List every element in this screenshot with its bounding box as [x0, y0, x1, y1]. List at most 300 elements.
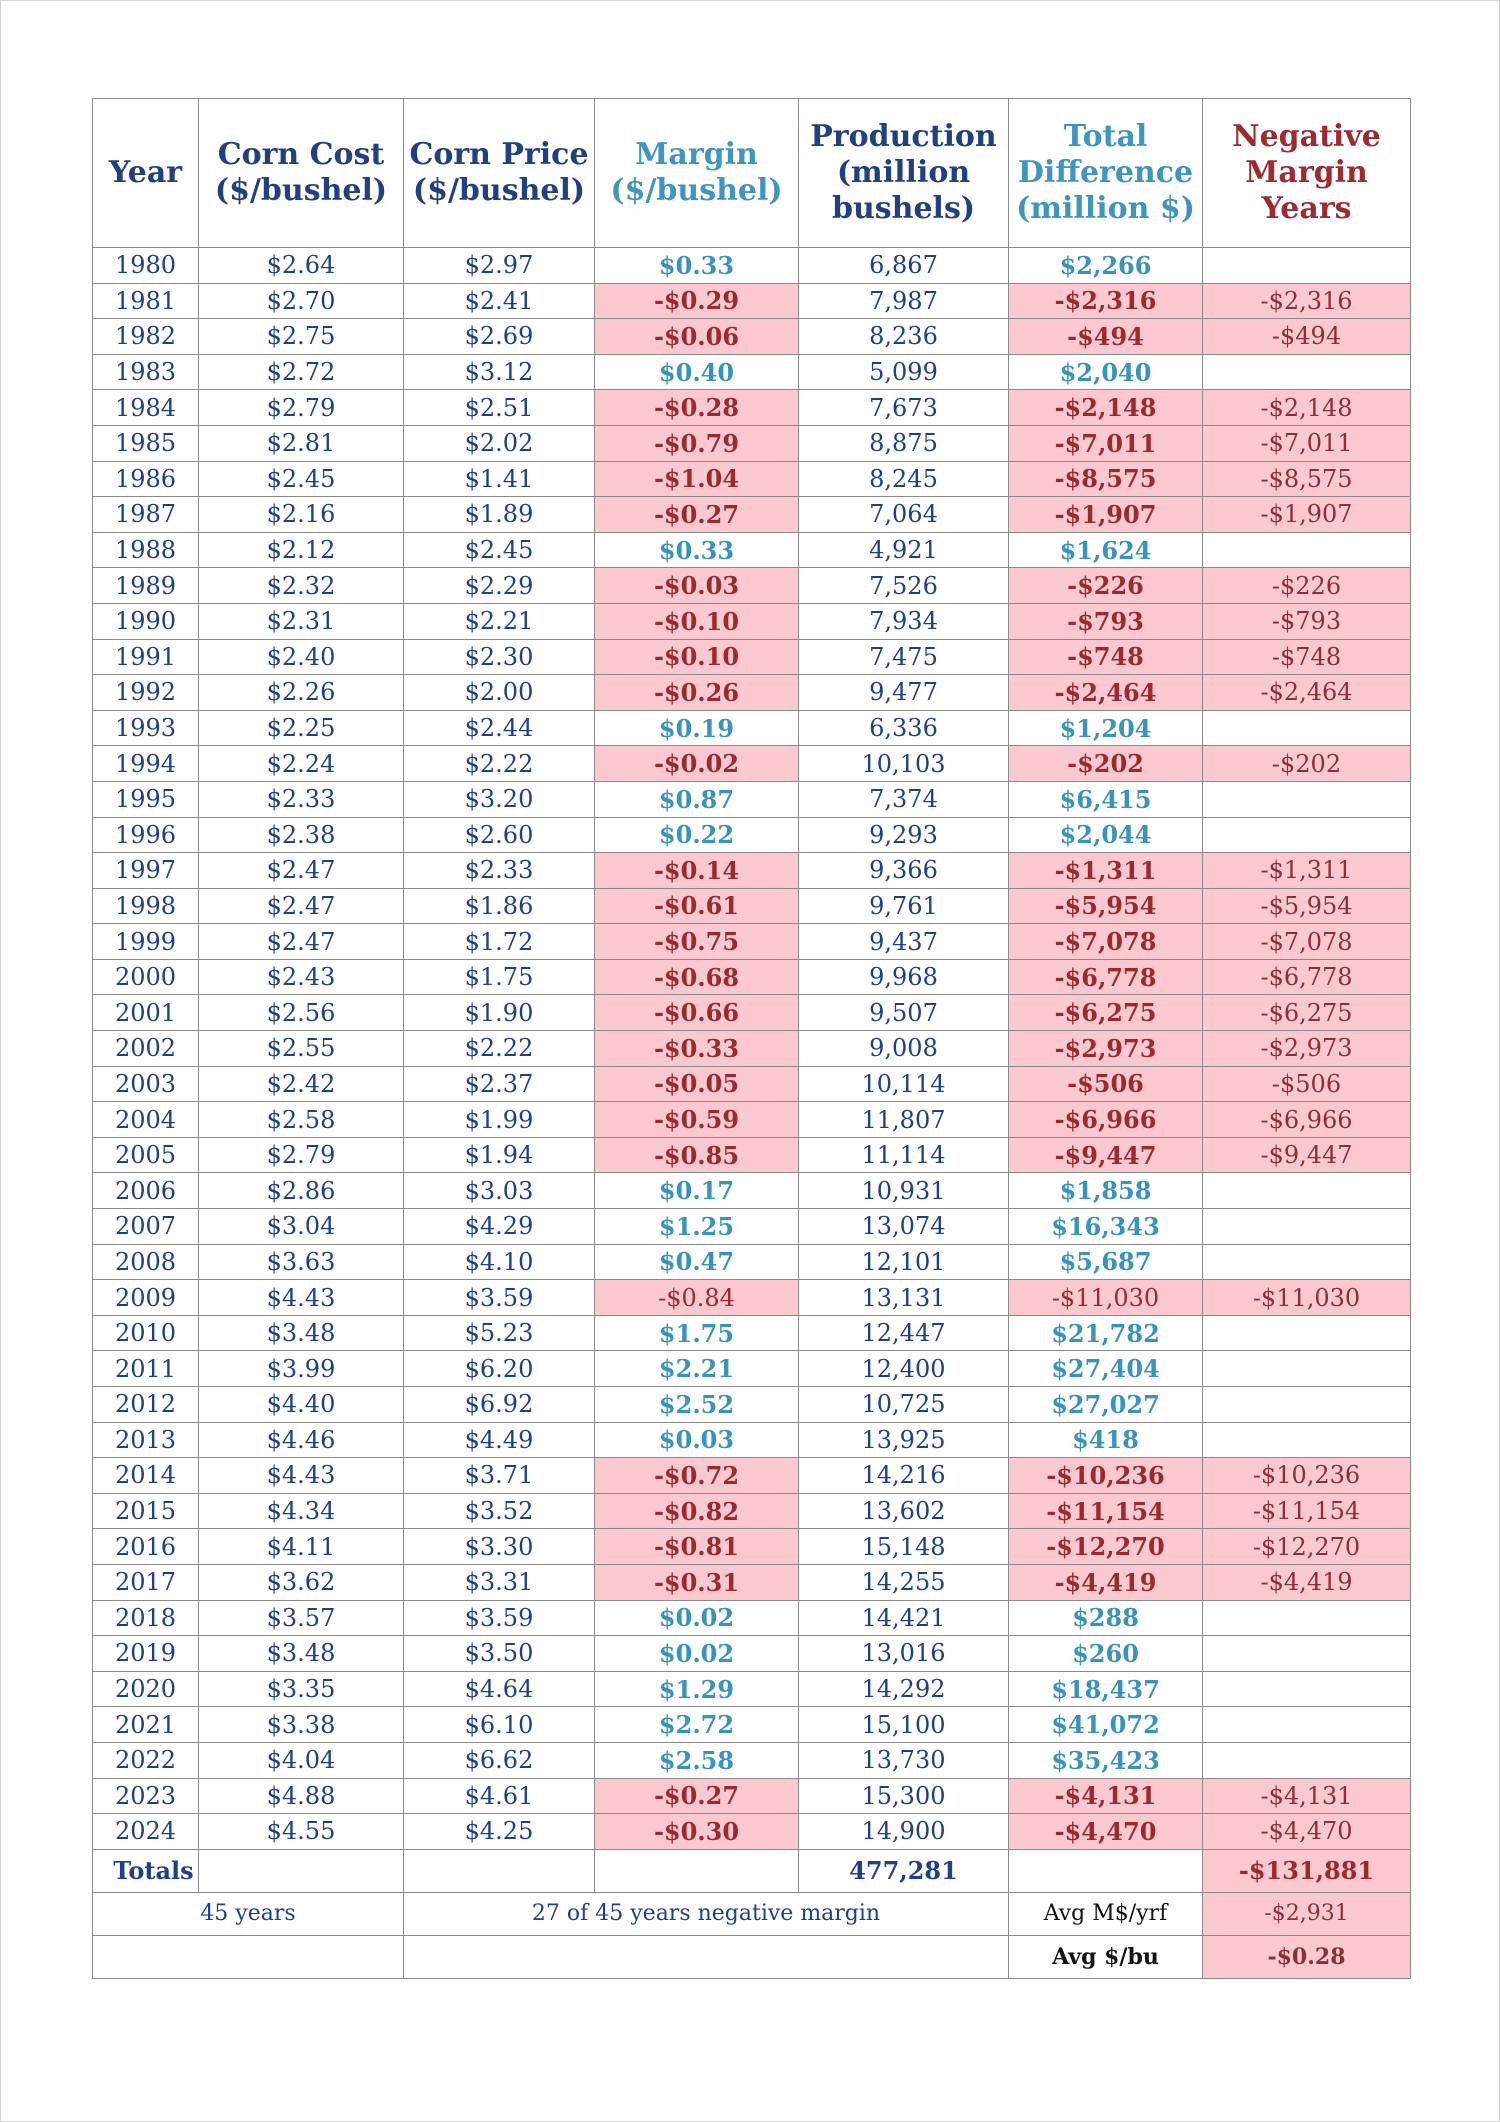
production-cell: 7,987 [799, 283, 1009, 319]
total-difference-cell: $2,266 [1009, 248, 1203, 284]
total-difference-cell: $2,040 [1009, 354, 1203, 390]
margin-cell: -$0.33 [595, 1031, 799, 1067]
corn-price-cell: $4.29 [404, 1209, 595, 1245]
table-row [93, 1742, 1411, 1778]
totals-empty-cell [595, 1849, 799, 1892]
year-cell: 2023 [93, 1778, 199, 1814]
margin-cell: -$0.59 [595, 1102, 799, 1138]
production-cell: 7,673 [799, 390, 1009, 426]
total-difference-cell: -$4,419 [1009, 1564, 1203, 1600]
year-cell: 2010 [93, 1315, 199, 1351]
production-cell: 13,074 [799, 1209, 1009, 1245]
production-cell: 10,103 [799, 746, 1009, 782]
margin-cell: $0.02 [595, 1600, 799, 1636]
margin-cell: $1.29 [595, 1671, 799, 1707]
production-cell: 7,475 [799, 639, 1009, 675]
corn-price-cell: $2.02 [404, 425, 595, 461]
corn-cost-cell: $2.72 [199, 354, 404, 390]
corn-price-cell: $2.69 [404, 319, 595, 355]
total-difference-cell: -$1,907 [1009, 497, 1203, 533]
corn-price-cell: $2.22 [404, 746, 595, 782]
year-cell: 1984 [93, 390, 199, 426]
total-difference-cell: -$506 [1009, 1066, 1203, 1102]
margin-cell: -$1.04 [595, 461, 799, 497]
year-cell: 2020 [93, 1671, 199, 1707]
year-cell: 1985 [93, 425, 199, 461]
negative-margin-cell: -$9,447 [1203, 1137, 1411, 1173]
year-cell: 1988 [93, 532, 199, 568]
total-difference-cell: $1,858 [1009, 1173, 1203, 1209]
corn-cost-cell: $4.34 [199, 1493, 404, 1529]
year-cell: 2019 [93, 1636, 199, 1672]
margin-cell: $0.33 [595, 248, 799, 284]
corn-price-cell: $1.94 [404, 1137, 595, 1173]
corn-cost-cell: $2.25 [199, 710, 404, 746]
total-difference-cell: -$494 [1009, 319, 1203, 355]
margin-cell: -$0.81 [595, 1529, 799, 1565]
negative-margin-cell: -$12,270 [1203, 1529, 1411, 1565]
production-cell: 5,099 [799, 354, 1009, 390]
negative-margin-cell: -$793 [1203, 603, 1411, 639]
corn-price-cell: $1.89 [404, 497, 595, 533]
negative-margin-cell [1203, 1422, 1411, 1458]
total-difference-cell: $21,782 [1009, 1315, 1203, 1351]
margin-cell: -$0.75 [595, 924, 799, 960]
year-cell: 2024 [93, 1814, 199, 1850]
summary-empty-cell [404, 1935, 1009, 1978]
production-cell: 14,216 [799, 1458, 1009, 1494]
year-cell: 2022 [93, 1742, 199, 1778]
year-cell: 1992 [93, 675, 199, 711]
table-row [93, 1707, 1411, 1743]
header-corn-price [404, 99, 595, 248]
corn-cost-cell: $4.46 [199, 1422, 404, 1458]
negative-margin-cell: -$11,030 [1203, 1280, 1411, 1316]
production-cell: 7,934 [799, 603, 1009, 639]
total-difference-cell: $1,204 [1009, 710, 1203, 746]
corn-price-cell: $2.21 [404, 603, 595, 639]
corn-price-cell: $2.33 [404, 853, 595, 889]
table-row [93, 1387, 1411, 1423]
margin-cell: $2.52 [595, 1387, 799, 1423]
corn-cost-cell: $3.99 [199, 1351, 404, 1387]
negative-margin-cell [1203, 781, 1411, 817]
corn-cost-cell: $2.38 [199, 817, 404, 853]
negative-margin-cell [1203, 248, 1411, 284]
total-difference-cell: $18,437 [1009, 1671, 1203, 1707]
negative-margin-cell: -$2,316 [1203, 283, 1411, 319]
margin-cell: $0.02 [595, 1636, 799, 1672]
table-row [93, 1814, 1411, 1850]
negative-margin-cell: -$4,419 [1203, 1564, 1411, 1600]
margin-cell: -$0.85 [595, 1137, 799, 1173]
table-row [93, 319, 1411, 355]
table-row [93, 1280, 1411, 1316]
negative-margin-cell: -$8,575 [1203, 461, 1411, 497]
margin-cell: -$0.28 [595, 390, 799, 426]
year-cell: 1999 [93, 924, 199, 960]
margin-cell: -$0.03 [595, 568, 799, 604]
year-cell: 2008 [93, 1244, 199, 1280]
margin-cell: -$0.26 [595, 675, 799, 711]
table-row [93, 1031, 1411, 1067]
totals-empty-cell [199, 1849, 404, 1892]
total-difference-cell: -$6,778 [1009, 959, 1203, 995]
production-cell: 10,114 [799, 1066, 1009, 1102]
corn-price-cell: $3.31 [404, 1564, 595, 1600]
corn-cost-cell: $2.64 [199, 248, 404, 284]
margin-cell: -$0.61 [595, 888, 799, 924]
margin-cell: $2.58 [595, 1742, 799, 1778]
margin-cell: $2.21 [595, 1351, 799, 1387]
production-cell: 14,900 [799, 1814, 1009, 1850]
margin-cell: -$0.30 [595, 1814, 799, 1850]
production-cell: 15,300 [799, 1778, 1009, 1814]
negative-margin-cell [1203, 817, 1411, 853]
table-row [93, 283, 1411, 319]
year-cell: 2004 [93, 1102, 199, 1138]
year-cell: 2009 [93, 1280, 199, 1316]
margin-cell: -$0.31 [595, 1564, 799, 1600]
summary-negative-count: 27 of 45 years negative margin [404, 1892, 1009, 1935]
year-cell: 2015 [93, 1493, 199, 1529]
margin-cell: -$0.02 [595, 746, 799, 782]
table-row [93, 1137, 1411, 1173]
year-cell: 1982 [93, 319, 199, 355]
corn-price-cell: $3.30 [404, 1529, 595, 1565]
header-corn-cost-line-1: Corn Cost [217, 137, 385, 172]
header-margin-line-1: Margin [635, 137, 758, 172]
totals-empty-cell [1009, 1849, 1203, 1892]
table-row [93, 853, 1411, 889]
total-difference-cell: -$2,973 [1009, 1031, 1203, 1067]
corn-cost-cell: $3.48 [199, 1315, 404, 1351]
header-production-line-1: Production [810, 119, 997, 154]
year-cell: 1989 [93, 568, 199, 604]
corn-price-cell: $4.61 [404, 1778, 595, 1814]
year-cell: 2000 [93, 959, 199, 995]
corn-cost-cell: $3.48 [199, 1636, 404, 1672]
negative-margin-cell [1203, 1707, 1411, 1743]
corn-cost-cell: $4.43 [199, 1280, 404, 1316]
corn-price-cell: $4.10 [404, 1244, 595, 1280]
production-cell: 13,131 [799, 1280, 1009, 1316]
year-cell: 1993 [93, 710, 199, 746]
year-cell: 1995 [93, 781, 199, 817]
corn-price-cell: $3.03 [404, 1173, 595, 1209]
negative-margin-cell [1203, 1173, 1411, 1209]
totals-production: 477,281 [799, 1849, 1009, 1892]
corn-cost-cell: $2.86 [199, 1173, 404, 1209]
corn-cost-cell: $2.79 [199, 390, 404, 426]
year-cell: 2002 [93, 1031, 199, 1067]
total-difference-cell: -$12,270 [1009, 1529, 1203, 1565]
negative-margin-cell [1203, 1600, 1411, 1636]
table-row [93, 924, 1411, 960]
corn-cost-cell: $2.43 [199, 959, 404, 995]
negative-margin-cell [1203, 1671, 1411, 1707]
margin-cell: -$0.06 [595, 319, 799, 355]
totals-empty-cell [404, 1849, 595, 1892]
table-row [93, 1315, 1411, 1351]
corn-price-cell: $1.41 [404, 461, 595, 497]
production-cell: 12,101 [799, 1244, 1009, 1280]
negative-margin-cell: -$7,011 [1203, 425, 1411, 461]
table-row [93, 1778, 1411, 1814]
year-cell: 1981 [93, 283, 199, 319]
negative-margin-cell: -$6,778 [1203, 959, 1411, 995]
table-row [93, 1066, 1411, 1102]
margin-cell: -$0.66 [595, 995, 799, 1031]
summary-row-1 [93, 1892, 1411, 1935]
corn-price-cell: $3.52 [404, 1493, 595, 1529]
table-row [93, 568, 1411, 604]
total-difference-cell: -$6,275 [1009, 995, 1203, 1031]
negative-margin-cell [1203, 1209, 1411, 1245]
table-row [93, 354, 1411, 390]
corn-cost-cell: $3.35 [199, 1671, 404, 1707]
corn-cost-cell: $2.33 [199, 781, 404, 817]
total-difference-cell: -$1,311 [1009, 853, 1203, 889]
table-row [93, 1244, 1411, 1280]
header-total-difference [1009, 99, 1203, 248]
corn-price-cell: $1.75 [404, 959, 595, 995]
table-row [93, 1493, 1411, 1529]
table-row [93, 1173, 1411, 1209]
total-difference-cell: $27,027 [1009, 1387, 1203, 1423]
corn-price-cell: $2.51 [404, 390, 595, 426]
table-row [93, 248, 1411, 284]
total-difference-cell: $1,624 [1009, 532, 1203, 568]
margin-cell: -$0.27 [595, 1778, 799, 1814]
header-negative-margin-line-3: Years [1261, 191, 1352, 226]
year-cell: 1986 [93, 461, 199, 497]
total-difference-cell: -$4,470 [1009, 1814, 1203, 1850]
production-cell: 12,447 [799, 1315, 1009, 1351]
table-row [93, 710, 1411, 746]
production-cell: 4,921 [799, 532, 1009, 568]
summary-avg-bu-value: -$0.28 [1203, 1935, 1411, 1978]
corn-cost-cell: $4.88 [199, 1778, 404, 1814]
margin-cell: $0.47 [595, 1244, 799, 1280]
production-cell: 7,374 [799, 781, 1009, 817]
year-cell: 1991 [93, 639, 199, 675]
header-negative-margin-line-1: Negative [1232, 119, 1381, 154]
negative-margin-cell: -$506 [1203, 1066, 1411, 1102]
year-cell: 2011 [93, 1351, 199, 1387]
totals-negative-margin: -$131,881 [1203, 1849, 1411, 1892]
corn-cost-cell: $2.56 [199, 995, 404, 1031]
table-body [93, 248, 1411, 1850]
corn-cost-cell: $3.38 [199, 1707, 404, 1743]
production-cell: 12,400 [799, 1351, 1009, 1387]
table-row [93, 461, 1411, 497]
margin-cell: -$0.05 [595, 1066, 799, 1102]
total-difference-cell: -$7,011 [1009, 425, 1203, 461]
negative-margin-cell [1203, 532, 1411, 568]
corn-cost-cell: $2.16 [199, 497, 404, 533]
margin-cell: $0.19 [595, 710, 799, 746]
total-difference-cell: $260 [1009, 1636, 1203, 1672]
totals-row [93, 1849, 1411, 1892]
corn-price-cell: $4.25 [404, 1814, 595, 1850]
corn-price-cell: $2.97 [404, 248, 595, 284]
production-cell: 9,437 [799, 924, 1009, 960]
corn-price-cell: $6.20 [404, 1351, 595, 1387]
corn-cost-cell: $2.12 [199, 532, 404, 568]
production-cell: 11,114 [799, 1137, 1009, 1173]
year-cell: 1990 [93, 603, 199, 639]
summary-empty-cell [93, 1935, 404, 1978]
corn-price-cell: $3.12 [404, 354, 595, 390]
total-difference-cell: -$5,954 [1009, 888, 1203, 924]
header-row [93, 99, 1411, 248]
production-cell: 8,245 [799, 461, 1009, 497]
production-cell: 14,292 [799, 1671, 1009, 1707]
year-cell: 2016 [93, 1529, 199, 1565]
margin-cell: $0.22 [595, 817, 799, 853]
corn-price-cell: $2.30 [404, 639, 595, 675]
corn-cost-cell: $4.55 [199, 1814, 404, 1850]
year-cell: 2017 [93, 1564, 199, 1600]
table-row [93, 497, 1411, 533]
margin-cell: -$0.68 [595, 959, 799, 995]
corn-price-cell: $3.71 [404, 1458, 595, 1494]
total-difference-cell: -$8,575 [1009, 461, 1203, 497]
year-cell: 1998 [93, 888, 199, 924]
header-corn-price-line-1: Corn Price [409, 137, 589, 172]
table-row [93, 1600, 1411, 1636]
margin-cell: $0.87 [595, 781, 799, 817]
table-row [93, 425, 1411, 461]
header-total-difference-line-1: Total [1063, 119, 1148, 154]
table-row [93, 1671, 1411, 1707]
table-row [93, 1564, 1411, 1600]
corn-cost-cell: $3.62 [199, 1564, 404, 1600]
year-cell: 2003 [93, 1066, 199, 1102]
margin-cell: -$0.84 [595, 1280, 799, 1316]
year-cell: 1983 [93, 354, 199, 390]
table-row [93, 817, 1411, 853]
production-cell: 15,148 [799, 1529, 1009, 1565]
header-production [799, 99, 1009, 248]
year-cell: 2014 [93, 1458, 199, 1494]
table-row [93, 1209, 1411, 1245]
corn-cost-cell: $2.70 [199, 283, 404, 319]
corn-margin-table [92, 98, 1411, 1979]
total-difference-cell: $35,423 [1009, 1742, 1203, 1778]
total-difference-cell: $2,044 [1009, 817, 1203, 853]
production-cell: 9,968 [799, 959, 1009, 995]
year-cell: 2013 [93, 1422, 199, 1458]
corn-price-cell: $2.41 [404, 283, 595, 319]
margin-cell: $0.40 [595, 354, 799, 390]
summary-years: 45 years [93, 1892, 404, 1935]
production-cell: 9,507 [799, 995, 1009, 1031]
total-difference-cell: -$10,236 [1009, 1458, 1203, 1494]
table-row [93, 1351, 1411, 1387]
production-cell: 10,931 [799, 1173, 1009, 1209]
corn-price-cell: $4.64 [404, 1671, 595, 1707]
table-row [93, 1422, 1411, 1458]
table-row [93, 1529, 1411, 1565]
margin-cell: -$0.79 [595, 425, 799, 461]
total-difference-cell: $5,687 [1009, 1244, 1203, 1280]
corn-cost-cell: $2.40 [199, 639, 404, 675]
table-row [93, 603, 1411, 639]
total-difference-cell: $27,404 [1009, 1351, 1203, 1387]
margin-cell: $1.25 [595, 1209, 799, 1245]
corn-price-cell: $3.20 [404, 781, 595, 817]
corn-price-cell: $3.50 [404, 1636, 595, 1672]
negative-margin-cell [1203, 1244, 1411, 1280]
total-difference-cell: -$793 [1009, 603, 1203, 639]
production-cell: 6,336 [799, 710, 1009, 746]
corn-price-cell: $6.10 [404, 1707, 595, 1743]
corn-cost-cell: $2.47 [199, 924, 404, 960]
corn-price-cell: $3.59 [404, 1280, 595, 1316]
year-cell: 2018 [93, 1600, 199, 1636]
total-difference-cell: -$11,154 [1009, 1493, 1203, 1529]
negative-margin-cell: -$6,966 [1203, 1102, 1411, 1138]
corn-price-cell: $5.23 [404, 1315, 595, 1351]
year-cell: 2006 [93, 1173, 199, 1209]
total-difference-cell: $41,072 [1009, 1707, 1203, 1743]
header-negative-margin-line-2: Margin [1245, 155, 1368, 190]
negative-margin-cell: -$6,275 [1203, 995, 1411, 1031]
summary-avg-myr-value: -$2,931 [1203, 1892, 1411, 1935]
corn-price-cell: $4.49 [404, 1422, 595, 1458]
corn-cost-cell: $3.04 [199, 1209, 404, 1245]
total-difference-cell: $288 [1009, 1600, 1203, 1636]
total-difference-cell: -$2,464 [1009, 675, 1203, 711]
header-corn-cost [199, 99, 404, 248]
total-difference-cell: -$748 [1009, 639, 1203, 675]
table-row [93, 1636, 1411, 1672]
header-production-line-3: bushels) [831, 191, 976, 226]
negative-margin-cell [1203, 354, 1411, 390]
production-cell: 13,925 [799, 1422, 1009, 1458]
header-year: Year [93, 99, 199, 248]
negative-margin-cell [1203, 1387, 1411, 1423]
negative-margin-cell: -$1,311 [1203, 853, 1411, 889]
table-row [93, 639, 1411, 675]
negative-margin-cell [1203, 1315, 1411, 1351]
margin-cell: $0.17 [595, 1173, 799, 1209]
year-cell: 1987 [93, 497, 199, 533]
negative-margin-cell [1203, 1742, 1411, 1778]
production-cell: 9,366 [799, 853, 1009, 889]
corn-cost-cell: $4.43 [199, 1458, 404, 1494]
negative-margin-cell: -$1,907 [1203, 497, 1411, 533]
header-total-difference-line-3: (million $) [1016, 191, 1195, 226]
total-difference-cell: -$7,078 [1009, 924, 1203, 960]
summary-avg-bu-label: Avg $/bu [1009, 1935, 1203, 1978]
negative-margin-cell [1203, 1351, 1411, 1387]
header-negative-margin-years [1203, 99, 1411, 248]
production-cell: 11,807 [799, 1102, 1009, 1138]
corn-cost-cell: $2.58 [199, 1102, 404, 1138]
table-row [93, 532, 1411, 568]
corn-cost-cell: $2.31 [199, 603, 404, 639]
margin-cell: $0.03 [595, 1422, 799, 1458]
header-margin [595, 99, 799, 248]
negative-margin-cell: -$5,954 [1203, 888, 1411, 924]
production-cell: 15,100 [799, 1707, 1009, 1743]
production-cell: 9,293 [799, 817, 1009, 853]
corn-price-cell: $1.99 [404, 1102, 595, 1138]
total-difference-cell: -$202 [1009, 746, 1203, 782]
